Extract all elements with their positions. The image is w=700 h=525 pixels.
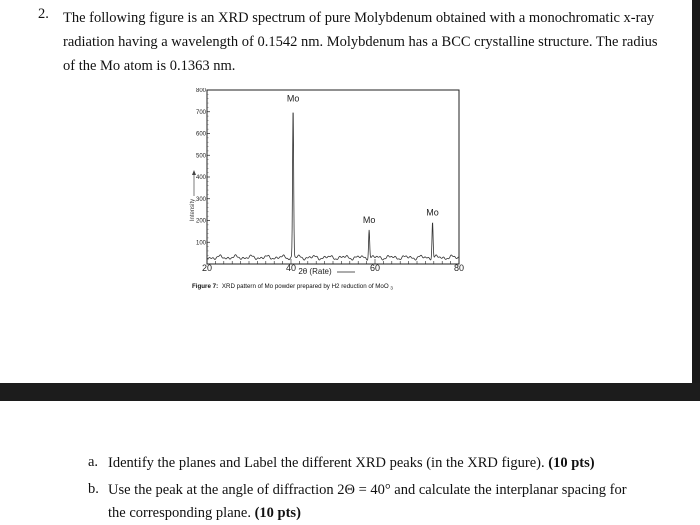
y-tick-label-500: 500 — [195, 153, 206, 160]
y-tick-label-100: 100 — [195, 240, 206, 247]
part-a-text — [108, 451, 595, 475]
peak-labels — [287, 93, 439, 225]
x-tick-label-40: 40 — [285, 263, 297, 273]
figure-caption — [192, 283, 393, 291]
peak-label-1: Mo — [286, 93, 300, 104]
y-tick-label-400: 400 — [195, 175, 206, 181]
window-edge — [692, 0, 700, 383]
part-a-letter: a. — [88, 454, 99, 470]
question-number: 2. — [38, 6, 49, 22]
section-divider — [0, 383, 700, 401]
part-a-points: (10 pts) — [548, 455, 595, 471]
y-tick-label-700: 700 — [195, 109, 206, 116]
y-tick-label-200: 200 — [195, 218, 206, 225]
question-line-3: of the Mo atom is 0.1363 nm. — [63, 58, 236, 74]
caption-text: XRD pattern of Mo powder prepared by H2 reduction of MoO — [221, 283, 389, 290]
peak-label-2: Mo — [362, 215, 376, 226]
y-tick-label-600: 600 — [195, 131, 206, 138]
parts-section — [0, 401, 700, 520]
y-tick-label-300: 300 — [195, 196, 206, 203]
spectrum-line — [207, 113, 459, 260]
question-line-2: radiation having a wavelength of 0.1542 nm. Molybdenum has a BCC crystalline structure. The radius — [63, 34, 658, 50]
caption-prefix: Figure 7: — [192, 283, 219, 290]
y-axis-label-arrowhead — [192, 170, 196, 175]
x-tick-label-60: 60 — [369, 263, 381, 273]
part-b-text-line-2 — [108, 501, 301, 525]
x-axis-label: 2θ (Rate) — [298, 267, 332, 276]
part-b-points: (10 pts) — [254, 505, 301, 521]
part-b-letter: b. — [88, 481, 99, 497]
xrd-figure — [185, 88, 465, 298]
x-axis-ticks — [202, 259, 464, 273]
x-tick-label-80: 80 — [453, 263, 465, 273]
question-text — [63, 6, 663, 78]
peak-label-3: Mo — [426, 207, 439, 218]
plot-frame — [207, 90, 459, 264]
part-b-text-line-1: Use the peak at the angle of diffraction 2Θ = 40° and calculate the interplanar spacing for — [108, 482, 627, 498]
part-b-question-cont: the corresponding plane. — [108, 505, 251, 521]
question-line-1: The following figure is an XRD spectrum of pure Molybdenum obtained with a monochromatic x-ray — [63, 10, 655, 26]
caption-subscript: 3 — [390, 285, 393, 291]
y-axis-label: Intensity — [190, 198, 196, 222]
part-a-question: Identify the planes and Label the different XRD peaks (in the XRD figure). — [108, 455, 545, 471]
xrd-chart — [185, 88, 465, 298]
y-tick-label-800: 800 — [195, 88, 206, 94]
y-axis-ticks — [196, 88, 210, 260]
x-tick-label-20: 20 — [201, 263, 213, 273]
